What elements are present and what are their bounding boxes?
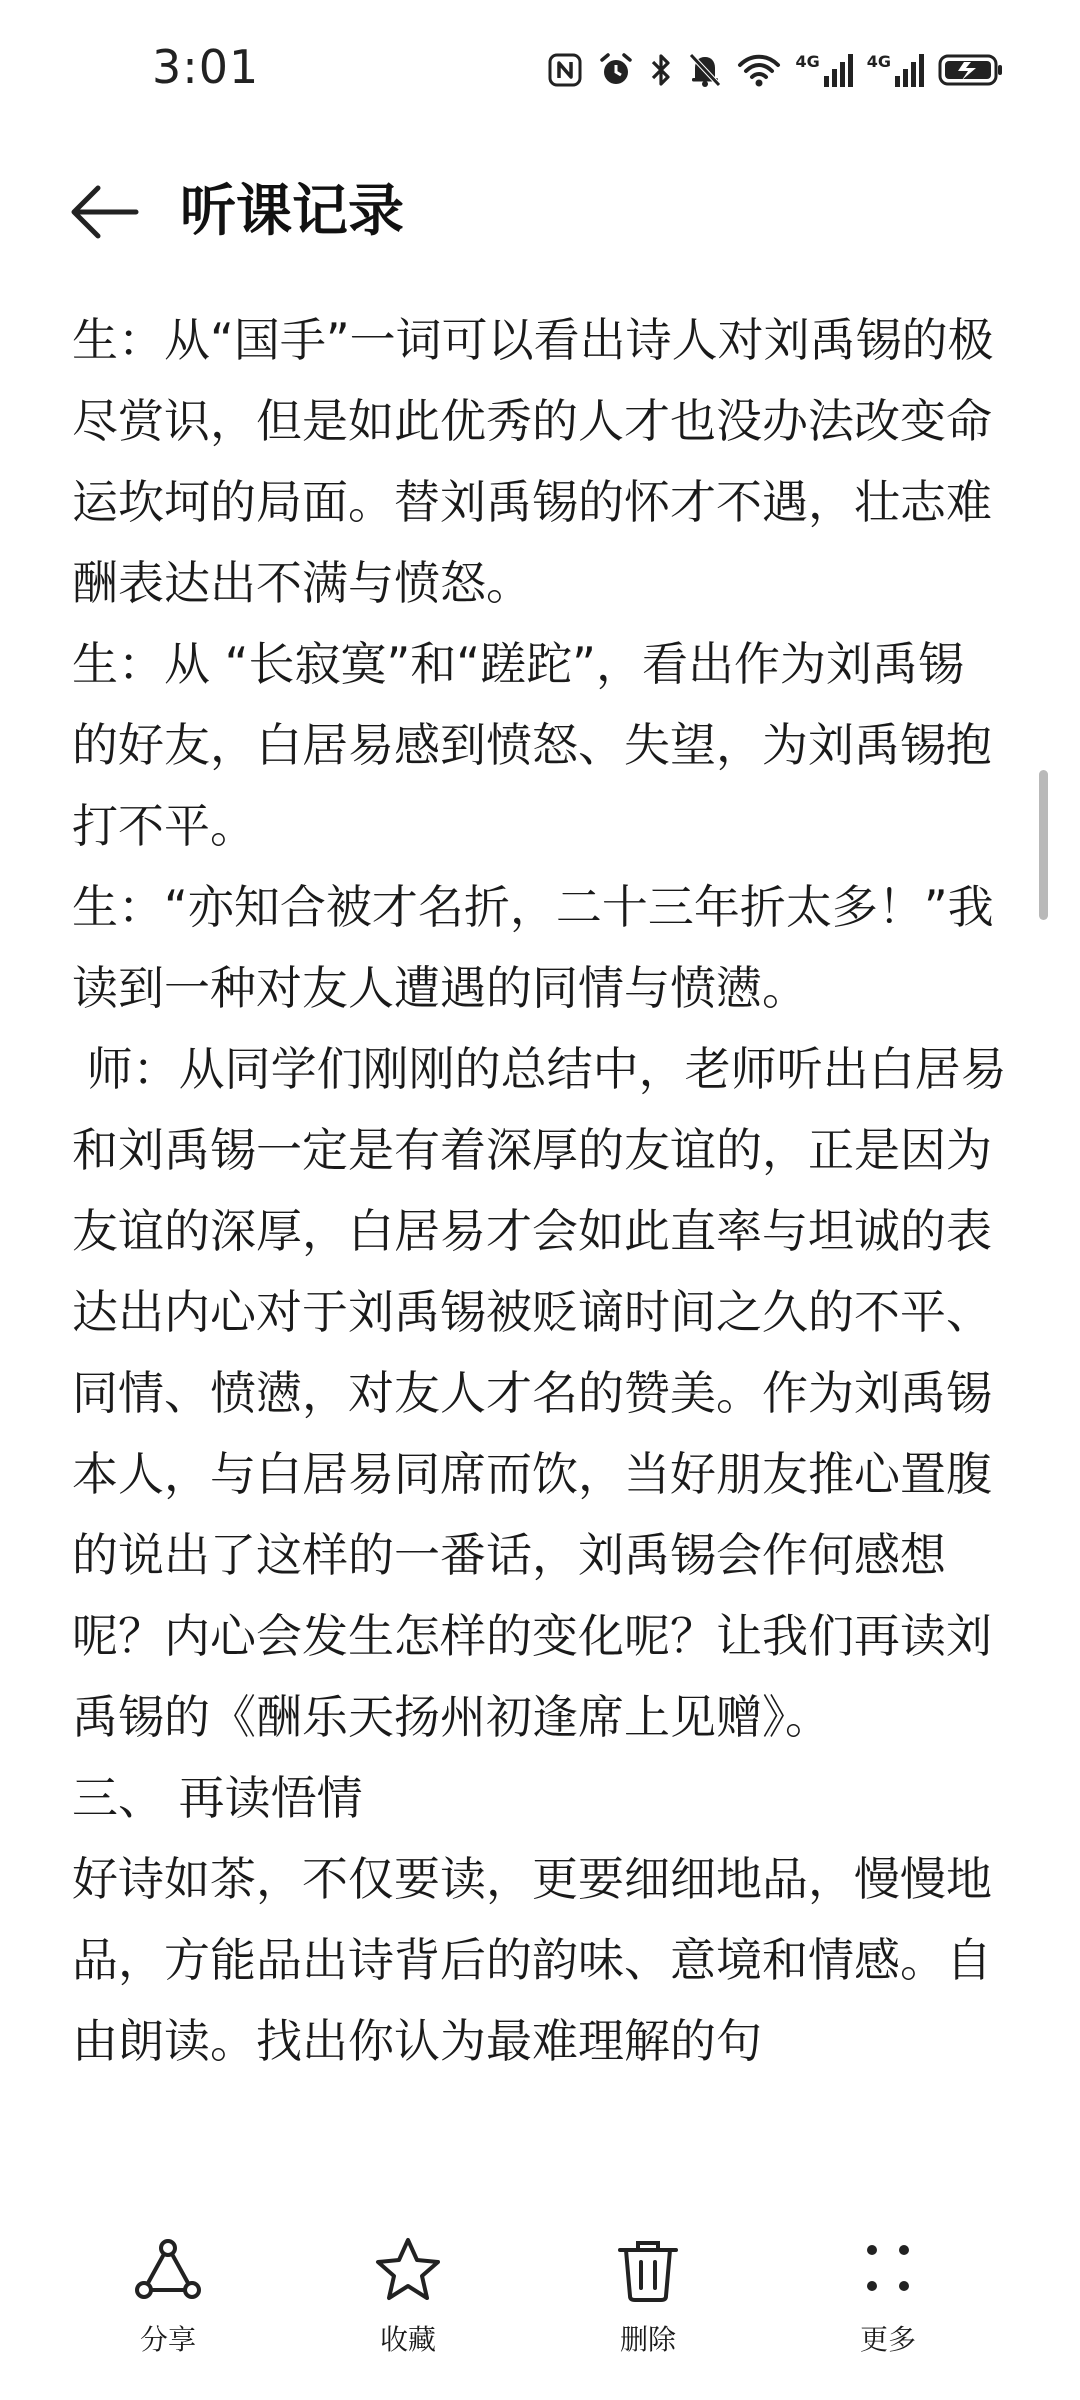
- favorite-button[interactable]: [308, 2230, 508, 2380]
- bluetooth-icon: [649, 51, 673, 89]
- signal-1: [795, 52, 852, 88]
- section-heading: 三、 再读悟情: [72, 1771, 363, 1825]
- battery-charging-icon: [938, 52, 1004, 88]
- trash-icon: [608, 2230, 688, 2310]
- delete-button[interactable]: [548, 2230, 748, 2380]
- more-label: 更多: [859, 2323, 916, 2356]
- back-arrow-icon: [56, 172, 146, 252]
- status-bar: [0, 0, 1080, 140]
- back-button[interactable]: [56, 172, 146, 252]
- bottom-action-bar: [0, 2200, 1080, 2400]
- signal-bars-icon: [823, 52, 853, 88]
- paragraph: 好诗如茶，不仅要读，更要细细地品，慢慢地品，方能品出诗背后的韵味、意境和情感。自由朗读。找出你认为最难理解的句: [72, 1852, 992, 2068]
- more-button[interactable]: [788, 2230, 988, 2380]
- paragraph: 生：“亦知合被才名折，二十三年折太多！”我读到一种对友人遭遇的同情与愤懑。: [72, 880, 994, 1015]
- paragraph: 生：从“国手”一词可以看出诗人对刘禹锡的极尽赏识，但是如此优秀的人才也没办法改变命运坎坷的局面。替刘禹锡的怀才不遇，壮志难酬表达出不满与愤怒。: [72, 313, 994, 610]
- paragraph: 生：从 “长寂寞”和“蹉跎”，看出作为刘禹锡的好友，白居易感到愤怒、失望，为刘禹锡抱打不平。: [72, 637, 992, 853]
- status-icons: [547, 46, 1004, 94]
- network-type-1: 4G: [795, 52, 820, 71]
- mute-icon: [687, 51, 723, 89]
- wifi-icon: [737, 52, 781, 88]
- page-title: 听课记录: [180, 179, 404, 244]
- scrollbar[interactable]: [1039, 770, 1048, 920]
- note-content[interactable]: [72, 300, 1008, 2200]
- share-icon: [128, 2230, 208, 2310]
- paragraph: 师：从同学们刚刚的总结中，老师听出白居易和刘禹锡一定是有着深厚的友谊的，正是因为友谊的深厚，白居易才会如此直率与坦诚的表达出内心对于刘禹锡被贬谪时间之久的不平、同情、愤懑，对友人才名的赞美。作为刘禹锡本人，与白居易同席而饮，当好朋友推心置腹的说出了这样的一番话，刘禹锡会作何感想呢？内心会发生怎样的变化呢？让我们再读刘禹锡的《酬乐天扬州初逢席上见赠》。: [72, 1042, 1007, 1744]
- share-label: 分享: [139, 2323, 196, 2356]
- signal-bars-icon: [894, 52, 924, 88]
- network-type-2: 4G: [866, 52, 891, 71]
- app-header: [0, 150, 1080, 270]
- favorite-label: 收藏: [379, 2323, 436, 2356]
- more-dots-icon: [848, 2230, 928, 2310]
- nfc-icon: [547, 52, 583, 88]
- alarm-icon: [597, 51, 635, 89]
- signal-2: [867, 52, 924, 88]
- status-time: 3:01: [152, 40, 260, 94]
- delete-label: 删除: [619, 2323, 676, 2356]
- star-icon: [368, 2230, 448, 2310]
- share-button[interactable]: [68, 2230, 268, 2380]
